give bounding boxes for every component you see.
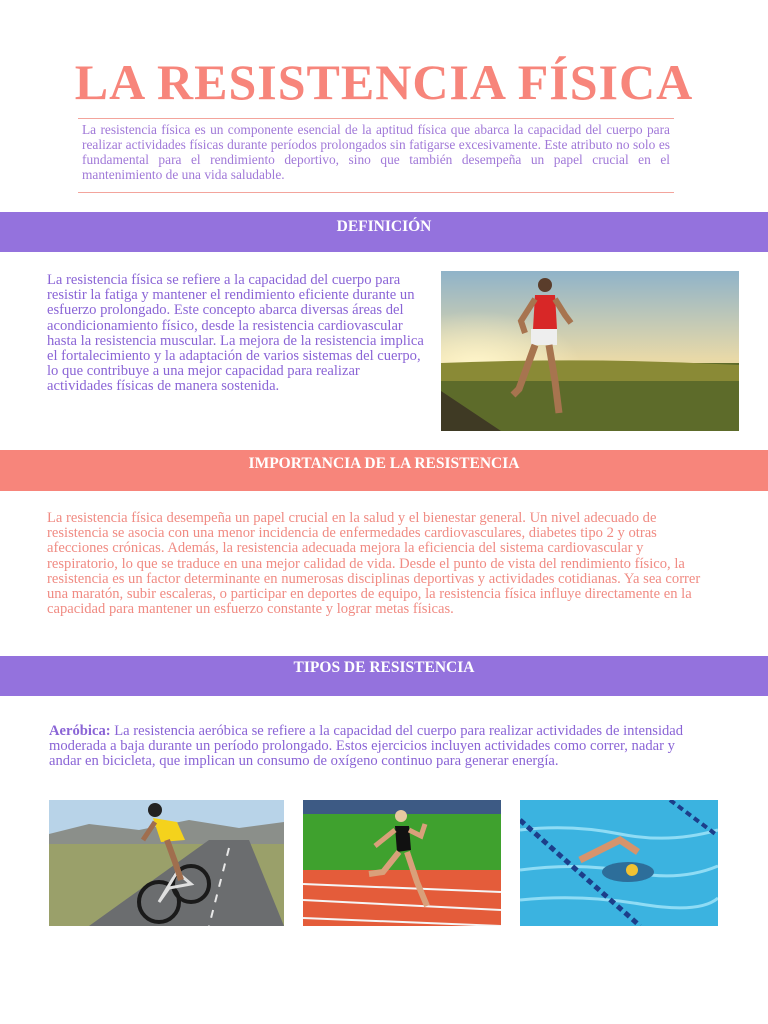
intro-top-rule xyxy=(78,118,674,119)
sprinter-photo xyxy=(303,800,501,926)
runner-photo xyxy=(441,271,739,431)
definicion-paragraph: La resistencia física se refiere a la capacidad del cuerpo para resistir la fatiga y mantener el rendimiento eficiente durante un esfuerzo prolongado. Este concepto abarca diversas áreas del acondicionamiento físico, desde la resistencia cardiovascular hasta la resistencia muscular. La mejora de la resistencia implica el fortalecimiento y la adaptación de varios sistemas del cuerpo, lo que contribuye a una mejor capacidad para realizar actividades físicas de manera sostenida. xyxy=(47,272,424,395)
aerobica-paragraph xyxy=(49,724,709,770)
importancia-paragraph: La resistencia física desempeña un papel crucial en la salud y el bienestar general. Un nivel adecuado de resistencia se asocia con una menor incidencia de enfermedades cardiovasculares, diabetes tipo 2 y otras afecciones crónicas. Además, la resistencia adecuada mejora la eficiencia del sistema cardiovascular y respiratorio, lo que se traduce en una mejor calidad de vida. Desde el punto de vista del rendimiento físico, la resistencia es un factor determinante en numerosas disciplinas deportivas y actividades cotidianas. Ya sea correr una maratón, subir escaleras, o participar en deportes de equipo, la resistencia física influye directamente en la capacidad para mantener un esfuerzo constante y lograr metas físicas. xyxy=(47,510,701,618)
intro-paragraph: La resistencia física es un componente esencial de la aptitud física que abarca la capacidad del cuerpo para realizar actividades físicas durante períodos prolongados sin fatigarse excesivamente. Este atributo no solo es fundamental para el rendimiento deportivo, sino que también desempeña un papel crucial en el mantenimiento de una vida saludable. xyxy=(82,122,670,182)
swimmer-photo xyxy=(520,800,718,926)
page-title: LA RESISTENCIA FÍSICA xyxy=(74,54,694,110)
section-header-definicion: DEFINICIÓN xyxy=(0,212,768,252)
intro-bottom-rule xyxy=(78,192,674,193)
section-header-tipos: TIPOS DE RESISTENCIA xyxy=(0,656,768,696)
aerobica-label: Aeróbica: xyxy=(49,723,111,739)
cyclist-photo xyxy=(49,800,284,926)
section-header-importancia: IMPORTANCIA DE LA RESISTENCIA xyxy=(0,450,768,491)
aerobica-text: La resistencia aeróbica se refiere a la capacidad del cuerpo para realizar actividades de intensidad moderada a baja durante un período prolongado. Estos ejercicios incluyen actividades como correr, nadar y andar en bicicleta, que implican un consumo de oxígeno continuo para generar energía. xyxy=(49,723,684,770)
